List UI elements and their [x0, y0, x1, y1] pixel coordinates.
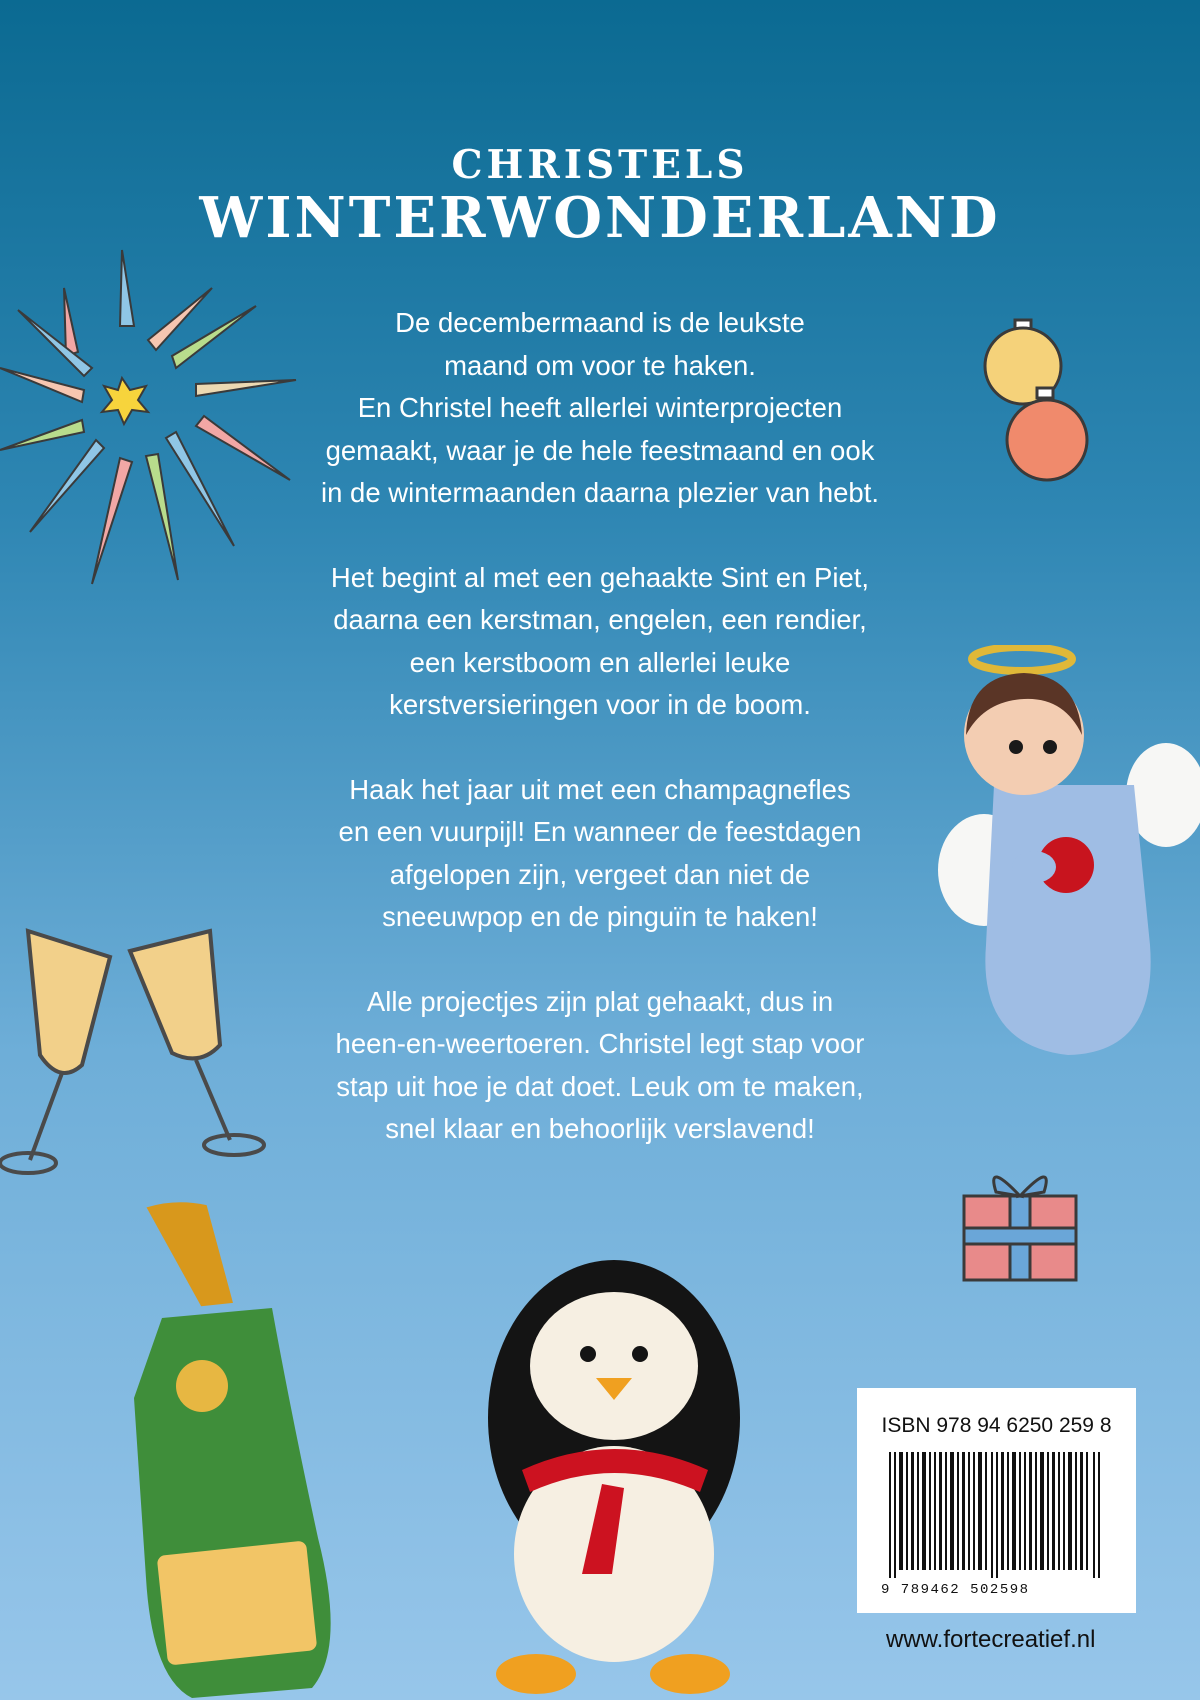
- barcode-graphic: [881, 1452, 1113, 1578]
- blurb-line: En Christel heeft allerlei winterprojecten: [357, 392, 843, 423]
- blurb-line: en een vuurpijl! En wanneer de feestdagen: [338, 816, 862, 847]
- title-main: WINTERWONDERLAND: [199, 185, 1001, 251]
- gift-illustration: [950, 1152, 1090, 1292]
- penguin-crochet: [482, 1248, 747, 1700]
- blurb-line: Haak het jaar uit met een champagnefles: [349, 773, 851, 805]
- barcode-digits: 9 789462 502598: [881, 1582, 1030, 1598]
- angel-crochet: [938, 645, 1200, 1055]
- blurb-paragraph-4: [250, 981, 950, 1151]
- champagne-glasses-illustration: [0, 915, 280, 1185]
- blurb-line: Alle projectjes zijn plat gehaakt, dus in: [366, 985, 834, 1017]
- blurb-line: in de wintermaanden daarna plezier van hebt.: [320, 477, 879, 508]
- blurb-line: gemaakt, waar je de hele feestmaand en ook: [325, 434, 875, 466]
- isbn-number: ISBN 978 94 6250 259 8: [881, 1414, 1112, 1437]
- isbn-block: [857, 1388, 1136, 1613]
- blurb-line: De decembermaand is de leukste: [395, 307, 805, 338]
- blurb: [250, 302, 950, 1193]
- blurb-line: stap uit hoe je dat doet. Leuk om te maken,: [336, 1070, 864, 1102]
- blurb-paragraph-2: [250, 557, 950, 727]
- blurb-line: kerstversieringen voor in de boom.: [389, 689, 811, 720]
- blurb-line: maand om voor te haken.: [444, 349, 756, 381]
- blurb-line: sneeuwpop en de pinguïn te haken!: [382, 901, 818, 932]
- blurb-line: snel klaar en behoorlijk verslavend!: [385, 1113, 815, 1144]
- blurb-paragraph-3: [250, 769, 950, 939]
- firework-illustration: [0, 240, 320, 600]
- blurb-line: daarna een kerstman, engelen, een rendier,: [333, 604, 867, 635]
- blurb-line: een kerstboom en allerlei leuke: [409, 646, 791, 678]
- blurb-line: Het begint al met een gehaakte Sint en Piet,: [330, 561, 870, 593]
- title-top: CHRISTELS: [451, 142, 749, 188]
- publisher-website[interactable]: www.fortecreatief.nl: [886, 1626, 1096, 1653]
- ornaments-illustration: [975, 312, 1155, 482]
- blurb-line: heen-en-weertoeren. Christel legt stap voor: [335, 1028, 865, 1059]
- blurb-line: afgelopen zijn, vergeet dan niet de: [389, 858, 811, 890]
- blurb-paragraph-1: [250, 302, 950, 515]
- champagne-bottle-crochet: [122, 1198, 352, 1700]
